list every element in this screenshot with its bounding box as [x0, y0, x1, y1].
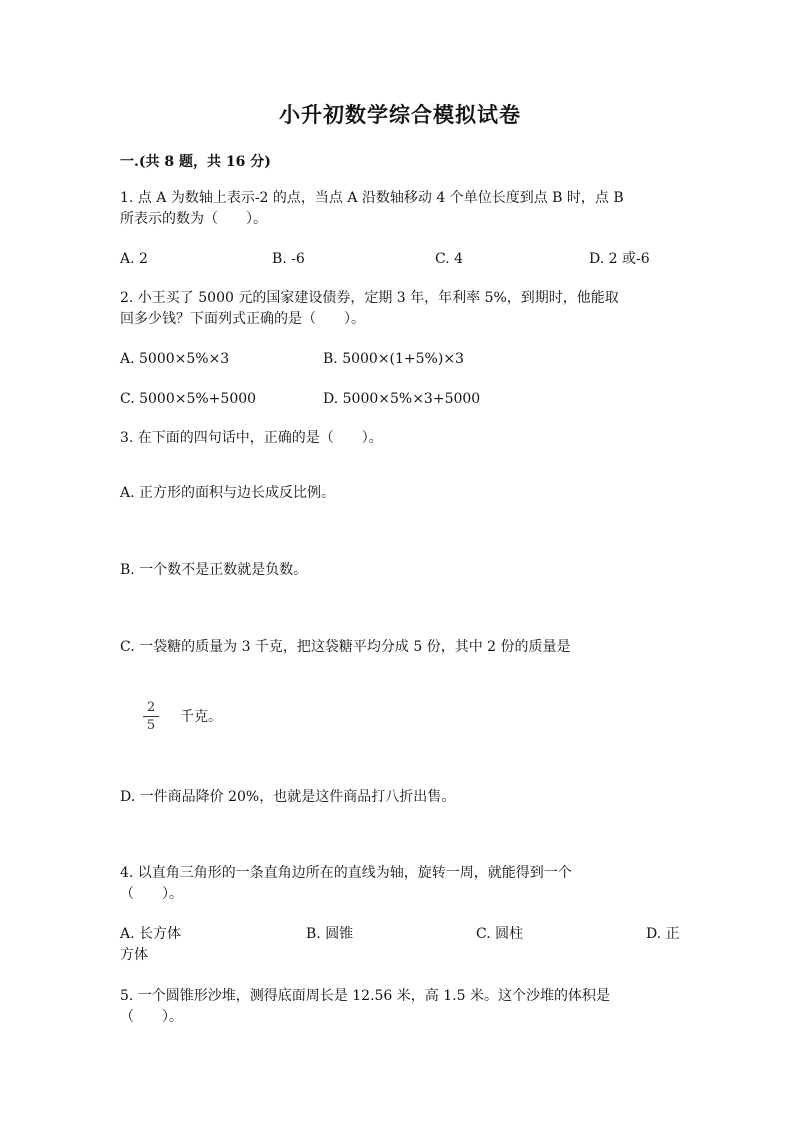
- question-2-stem-line2: 回多少钱？下面列式正确的是（ ）。: [120, 311, 365, 327]
- page-title: 小升初数学综合模拟试卷: [279, 102, 521, 127]
- question-1-option-d: D. 2 或-6: [589, 251, 650, 267]
- question-1-stem-line2: 所表示的数为（ ）。: [120, 211, 267, 227]
- question-2-stem-line1: 2. 小王买了 5000 元的国家建设债券，定期 3 年，年利率 5%，到期时，他能取: [120, 290, 619, 306]
- fraction-numerator: 2: [146, 700, 156, 715]
- question-1-option-b: B. -6: [272, 251, 305, 267]
- question-2-option-c: C. 5000×5%+5000: [120, 391, 257, 407]
- question-3-option-c-tail: 千克。: [180, 709, 222, 725]
- question-5-stem-line2: （ ）。: [120, 1009, 183, 1025]
- question-3-option-a: A. 正方形的面积与边长成反比例。: [120, 485, 336, 501]
- section-header: 一.(共 8 题，共 16 分): [120, 154, 271, 170]
- question-4-option-c: C. 圆柱: [476, 926, 524, 942]
- question-2-option-a: A. 5000×5%×3: [120, 351, 230, 367]
- question-3-option-c: C. 一袋糖的质量为 3 千克，把这袋糖平均分成 5 份，其中 2 份的质量是: [120, 639, 571, 655]
- fraction-two-fifths: [143, 700, 159, 733]
- question-2-option-b: B. 5000×(1+5%)×3: [323, 351, 464, 367]
- fraction-denominator: 5: [146, 718, 156, 733]
- question-2-option-d: D. 5000×5%×3+5000: [323, 391, 481, 407]
- question-4-stem-line2: （ ）。: [120, 886, 183, 902]
- question-1-option-a: A. 2: [120, 251, 148, 267]
- fraction-bar: [143, 716, 159, 717]
- question-3-option-b: B. 一个数不是正数就是负数。: [120, 562, 308, 578]
- question-4-option-b: B. 圆锥: [306, 926, 354, 942]
- question-1-stem-line1: 1. 点 A 为数轴上表示-2 的点，当点 A 沿数轴移动 4 个单位长度到点 B 时，点 B: [120, 190, 624, 206]
- question-5-stem-line1: 5. 一个圆锥形沙堆，测得底面周长是 12.56 米，高 1.5 米。这个沙堆的体积是: [120, 988, 610, 1004]
- question-4-option-d: D. 正: [646, 926, 680, 942]
- question-3-stem: 3. 在下面的四句话中，正确的是（ ）。: [120, 430, 383, 446]
- question-1-option-c: C. 4: [435, 251, 464, 267]
- question-4-option-d-wrap: 方体: [120, 947, 148, 963]
- question-4-option-a: A. 长方体: [120, 926, 182, 942]
- question-4-stem-line1: 4. 以直角三角形的一条直角边所在的直线为轴，旋转一周，就能得到一个: [120, 865, 572, 881]
- question-3-option-d: D. 一件商品降价 20%，也就是这件商品打八折出售。: [120, 789, 456, 805]
